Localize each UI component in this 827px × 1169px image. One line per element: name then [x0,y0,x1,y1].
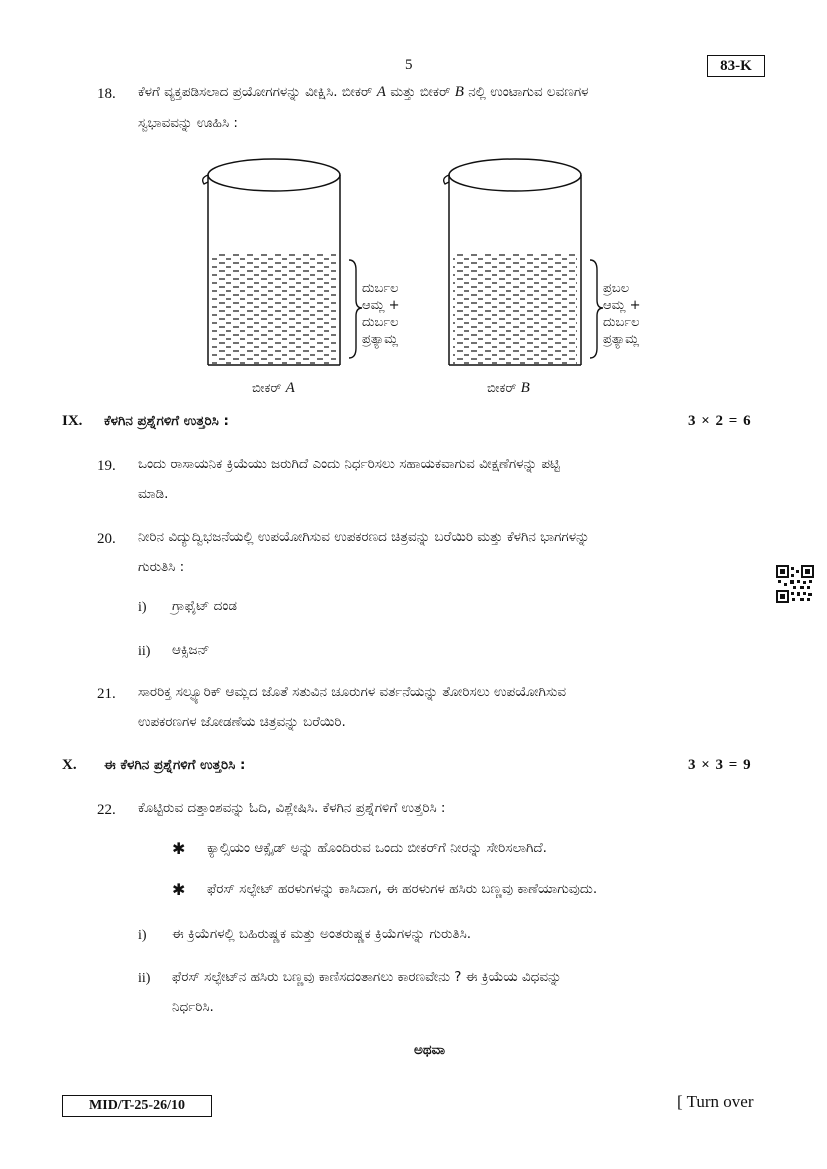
bullet-icon: ✱ [172,839,186,858]
bullet-text: ಫೆರಸ್ ಸಲ್ಫೇಟ್ ಹರಳುಗಳನ್ನು ಕಾಸಿದಾಗ, ಈ ಹರಳುಗಳ ಹಸಿರು ಬಣ್ಣವು ಕಾಣೆಯಾಗುವುದು. [207,881,598,897]
bullet-text: ಕ್ಯಾಲ್ಸಿಯಂ ಆಕ್ಸೈಡ್ ಅನ್ನು ಹೊಂದಿರುವ ಒಂದು ಬೀಕರ್‌ಗೆ ನೀರನ್ನು ಸೇರಿಸಲಾಗಿದೆ. [207,840,547,856]
qr-code [776,565,814,603]
turn-over: [ Turn over [677,1092,754,1111]
question-text: ನೀರಿನ ವಿದ್ಯುದ್ವಿಭಜನೆಯಲ್ಲಿ ಉಪಯೋಗಿಸುವ ಉಪಕರಣದ ಚಿತ್ರವನ್ನು ಬರೆಯಿರಿ ಮತ್ತು ಕೆಳಗಿನ ಭಾಗಗಳನ್ನು [138,529,590,545]
question-number: 21. [97,686,116,702]
sub-number: ii) [138,644,151,659]
bullet-icon: ✱ [172,880,186,899]
page-number: 5 [405,57,413,73]
sub-number: ii) [138,971,151,986]
section-marks: 3 × 3 = 9 [688,757,752,773]
section-label: IX. [62,413,83,429]
brace-b [590,260,603,358]
beaker-b-contents: ಪ್ರಬಲ ಆಮ್ಲ + ದುರ್ಬಲ ಪ್ರತ್ಯಾಮ್ಲ [603,281,641,347]
question-number: 18. [97,86,116,102]
sub-text: ಆಕ್ಸಿಜನ್ [172,642,210,658]
question-text: ಕೆಳಗೆ ವ್ಯಕ್ತಪಡಿಸಲಾದ ಪ್ರಯೋಗಗಳನ್ನು ವೀಕ್ಷಿಸಿ. ಬೀಕರ್ A ಮತ್ತು ಬೀಕರ್ B ನಲ್ಲಿ ಉಂಟಾಗುವ ಲವಣಗಳ [138,84,589,100]
sub-text: ಗ್ರಾಫೈಟ್ ದಂಡ [172,598,237,614]
sub-number: i) [138,600,147,615]
question-text: ಒಂದು ರಾಸಾಯನಿಕ ಕ್ರಿಯೆಯು ಜರುಗಿದೆ ಎಂದು ನಿರ್ಧರಿಸಲು ಸಹಾಯಕವಾಗುವ ವೀಕ್ಷಣೆಗಳನ್ನು ಪಟ್ಟಿ [138,456,560,472]
beaker-a-label: ಬೀಕರ್ A [252,380,295,396]
beaker-b [444,159,581,365]
question-text-cont: ಸ್ವಭಾವವನ್ನು ಊಹಿಸಿ : [138,115,238,131]
sub-text: ಈ ಕ್ರಿಯೆಗಳಲ್ಲಿ ಬಹಿರುಷ್ಣಕ ಮತ್ತು ಅಂತರುಷ್ಣಕ ಕ್ರಿಯೆಗಳನ್ನು ಗುರುತಿಸಿ. [172,926,472,942]
section-marks: 3 × 2 = 6 [688,413,752,429]
question-text-cont: ಉಪಕರಣಗಳ ಜೋಡಣೆಯ ಚಿತ್ರವನ್ನು ಬರೆಯಿರಿ. [138,714,346,730]
section-label: X. [62,757,77,773]
section-title: ಕೆಳಗಿನ ಪ್ರಶ್ನೆಗಳಿಗೆ ಉತ್ತರಿಸಿ : [104,413,229,429]
sub-number: i) [138,928,147,943]
brace-a [349,260,362,358]
footer-code: MID/T-25-26/10 [62,1095,212,1117]
question-text-cont: ಮಾಡಿ. [138,486,169,502]
question-text: ಸಾರರಿಕ್ತ ಸಲ್ಫ್ಯೂರಿಕ್ ಆಮ್ಲದ ಜೊತೆ ಸತುವಿನ ಚೂರುಗಳ ವರ್ತನೆಯನ್ನು ತೋರಿಸಲು ಉಪಯೋಗಿಸುವ [138,684,567,700]
section-title: ಈ ಕೆಳಗಿನ ಪ್ರಶ್ನೆಗಳಿಗೆ ಉತ್ತರಿಸಿ : [104,757,246,773]
question-number: 22. [97,802,116,818]
question-text: ಕೊಟ್ಟಿರುವ ದತ್ತಾಂಶವನ್ನು ಓದಿ, ವಿಶ್ಲೇಷಿಸಿ. ಕೆಳಗಿನ ಪ್ರಶ್ನೆಗಳಿಗೆ ಉತ್ತರಿಸಿ : [138,800,446,816]
or-divider: ಅಥವಾ [414,1042,446,1058]
question-text-cont: ಗುರುತಿಸಿ : [138,559,185,575]
question-number: 20. [97,531,116,547]
question-number: 19. [97,458,116,474]
beaker-a-contents: ದುರ್ಬಲ ಆಮ್ಲ + ದುರ್ಬಲ ಪ್ರತ್ಯಾಮ್ಲ [362,281,400,347]
sub-text: ಫೆರಸ್ ಸಲ್ಫೇಟ್‌ನ ಹಸಿರು ಬಣ್ಣವು ಕಾಣಿಸದಂತಾಗಲು ಕಾರಣವೇನು ? ಈ ಕ್ರಿಯೆಯ ವಿಧವನ್ನು [172,969,562,985]
beaker-b-label: ಬೀಕರ್ B [487,380,530,396]
paper-code: 83-K [707,55,765,77]
beaker-a [203,159,340,365]
sub-text-cont: ನಿರ್ಧರಿಸಿ. [172,999,214,1015]
